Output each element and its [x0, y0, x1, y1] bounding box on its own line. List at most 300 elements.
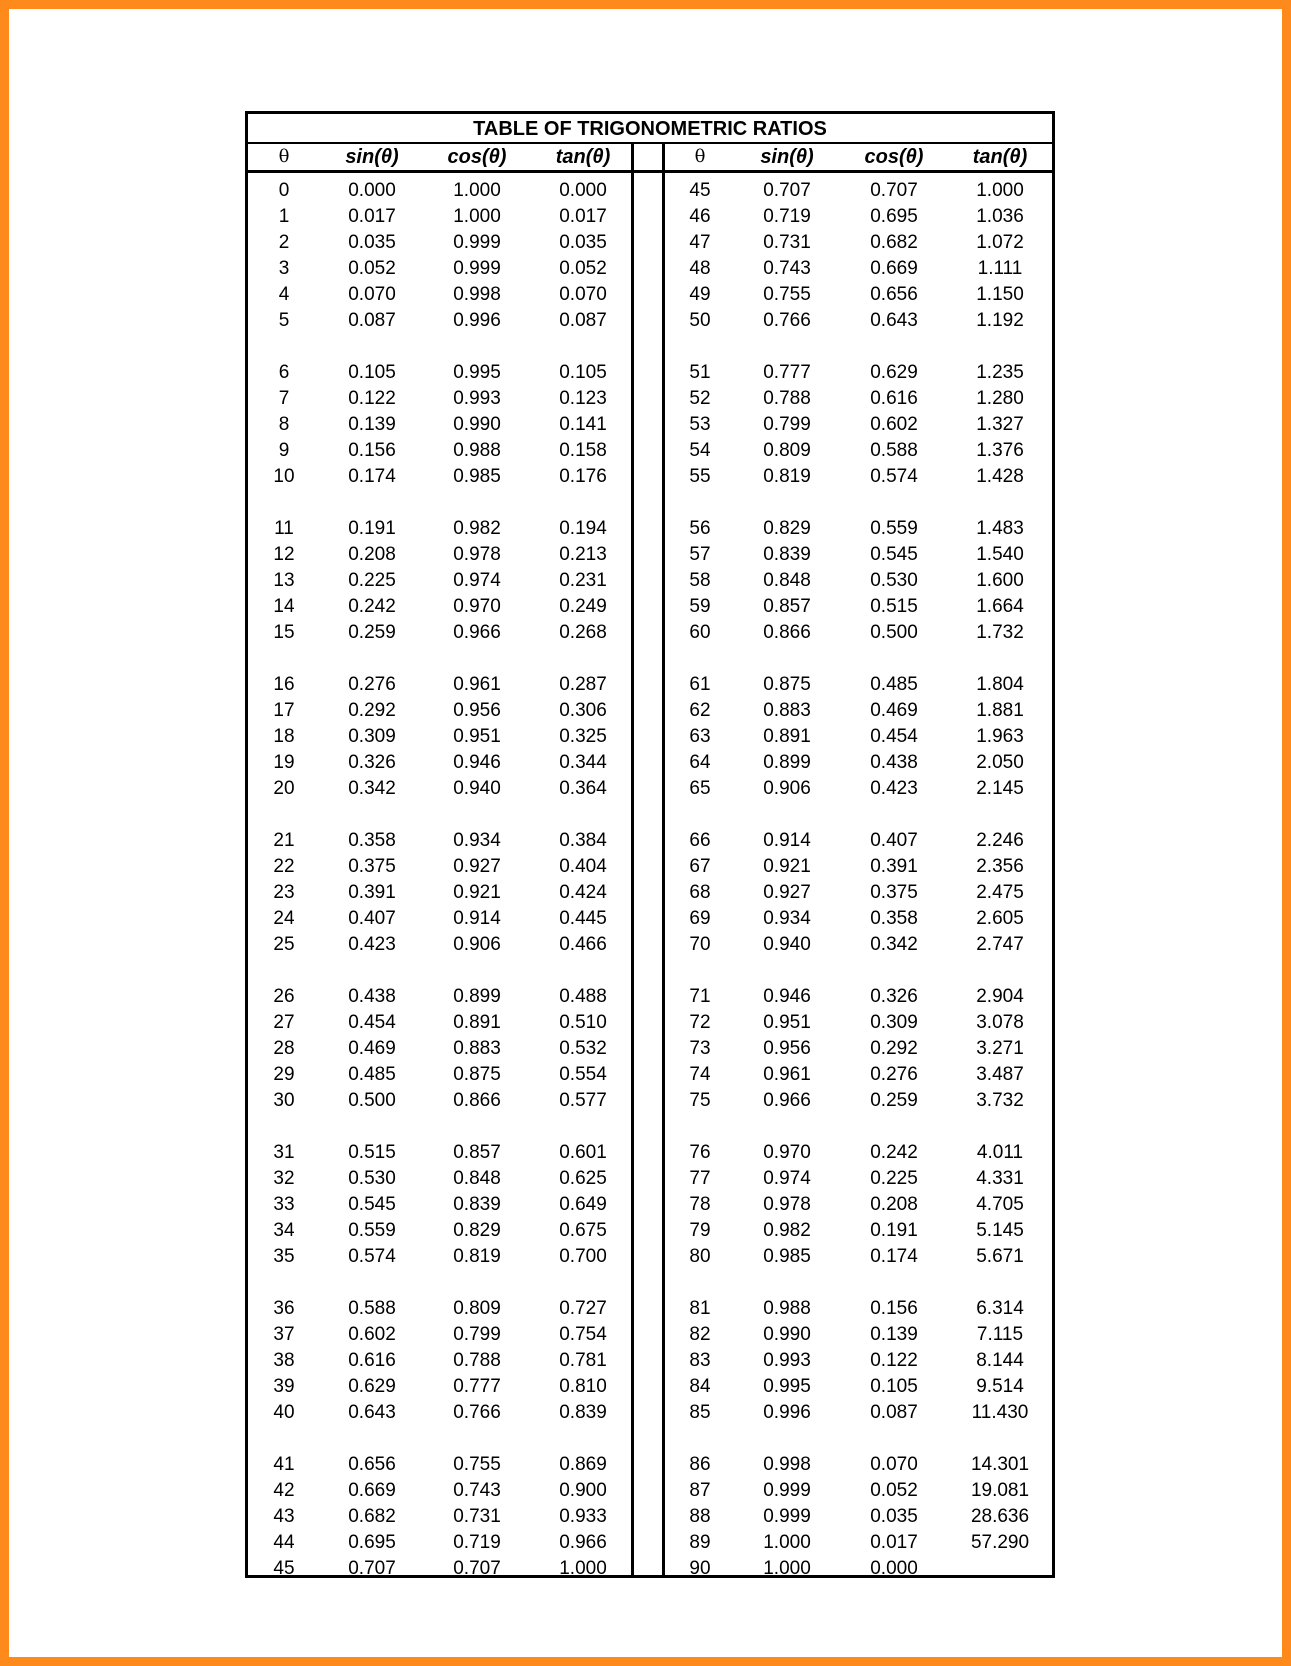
tan-cell: 2.246 [976, 830, 1024, 851]
table-row [248, 1244, 635, 1270]
theta-cell: 18 [273, 726, 295, 747]
table-row [248, 516, 635, 542]
tan-cell: 0.727 [559, 1298, 607, 1319]
cos-cell: 0.799 [453, 1324, 501, 1345]
tan-cell: 57.290 [970, 1532, 1030, 1553]
sin-cell: 0.105 [348, 362, 396, 383]
table-row [665, 230, 1052, 256]
table-row [665, 906, 1052, 932]
cos-cell: 0.276 [870, 1064, 918, 1085]
sin-cell: 0.985 [763, 1246, 811, 1267]
table-row [248, 386, 635, 412]
theta-cell: 9 [278, 440, 290, 461]
table-row [665, 1400, 1052, 1426]
cos-cell: 0.656 [870, 284, 918, 305]
sin-cell: 1.000 [763, 1558, 811, 1579]
tan-cell: 0.404 [559, 856, 607, 877]
cos-cell: 0.208 [870, 1194, 918, 1215]
tan-cell: 6.314 [976, 1298, 1024, 1319]
table-row [665, 672, 1052, 698]
sin-cell: 0.731 [763, 232, 811, 253]
theta-cell: 22 [273, 856, 295, 877]
cos-cell: 0.777 [453, 1376, 501, 1397]
theta-cell: 88 [689, 1506, 711, 1527]
tan-cell: 1.881 [976, 700, 1024, 721]
cos-cell: 0.999 [453, 258, 501, 279]
theta-cell: 3 [278, 258, 290, 279]
table-row [665, 880, 1052, 906]
table-row [665, 594, 1052, 620]
theta-cell: 36 [273, 1298, 295, 1319]
sin-cell: 0.799 [763, 414, 811, 435]
sin-cell: 0.956 [763, 1038, 811, 1059]
theta-cell: 35 [273, 1246, 295, 1267]
theta-cell: 44 [273, 1532, 295, 1553]
sin-cell: 0.326 [348, 752, 396, 773]
sin-cell: 0.139 [348, 414, 396, 435]
tan-cell: 0.754 [559, 1324, 607, 1345]
cos-cell: 0.105 [870, 1376, 918, 1397]
sin-cell: 0.588 [348, 1298, 396, 1319]
cos-cell: 0.588 [870, 440, 918, 461]
cos-cell: 0.191 [870, 1220, 918, 1241]
tan-cell: 0.466 [559, 934, 607, 955]
theta-cell: 26 [273, 986, 295, 1007]
theta-cell: 27 [273, 1012, 295, 1033]
sin-cell: 0.927 [763, 882, 811, 903]
sin-cell: 0.574 [348, 1246, 396, 1267]
cos-cell: 0.927 [453, 856, 501, 877]
theta-cell: 24 [273, 908, 295, 929]
theta-cell: 25 [273, 934, 295, 955]
cos-cell: 0.809 [453, 1298, 501, 1319]
table-row [665, 1192, 1052, 1218]
table-row [665, 1348, 1052, 1374]
tan-cell: 3.732 [976, 1090, 1024, 1111]
theta-cell: 40 [273, 1402, 295, 1423]
cos-cell: 0.875 [453, 1064, 501, 1085]
sin-cell: 0.934 [763, 908, 811, 929]
table-row [665, 178, 1052, 204]
theta-cell: 63 [689, 726, 711, 747]
sin-cell: 0.707 [763, 180, 811, 201]
sin-cell: 0.643 [348, 1402, 396, 1423]
table-row [248, 542, 635, 568]
sin-cell: 0.719 [763, 206, 811, 227]
cos-cell: 0.819 [453, 1246, 501, 1267]
theta-cell: 12 [273, 544, 295, 565]
theta-cell: 29 [273, 1064, 295, 1085]
table-row [665, 1374, 1052, 1400]
cos-cell: 0.998 [453, 284, 501, 305]
table-row [248, 1088, 635, 1114]
cos-cell: 0.225 [870, 1168, 918, 1189]
cos-cell: 0.755 [453, 1454, 501, 1475]
tan-cell: 1.664 [976, 596, 1024, 617]
table-row [665, 1452, 1052, 1478]
tan-cell: 3.487 [976, 1064, 1024, 1085]
theta-cell: 74 [689, 1064, 711, 1085]
tan-cell: 8.144 [976, 1350, 1024, 1371]
cos-cell: 0.052 [870, 1480, 918, 1501]
table-row [665, 256, 1052, 282]
cos-cell: 0.966 [453, 622, 501, 643]
cos-cell: 0.961 [453, 674, 501, 695]
sin-cell: 0.035 [348, 232, 396, 253]
tan-cell: 0.900 [559, 1480, 607, 1501]
table-row [665, 282, 1052, 308]
tan-cell: 0.649 [559, 1194, 607, 1215]
sin-cell: 0.309 [348, 726, 396, 747]
table-row [248, 776, 635, 802]
theta-cell: 33 [273, 1194, 295, 1215]
table-row [665, 1062, 1052, 1088]
sin-cell: 0.921 [763, 856, 811, 877]
table-row [665, 1140, 1052, 1166]
sin-cell: 0.996 [763, 1402, 811, 1423]
tan-cell: 0.839 [559, 1402, 607, 1423]
table-row [665, 438, 1052, 464]
tan-cell: 0.249 [559, 596, 607, 617]
cos-cell: 0.883 [453, 1038, 501, 1059]
cos-cell: 0.788 [453, 1350, 501, 1371]
sin-cell: 0.978 [763, 1194, 811, 1215]
tan-cell: 1.192 [976, 310, 1024, 331]
tan-cell: 2.050 [976, 752, 1024, 773]
sin-cell: 0.966 [763, 1090, 811, 1111]
tan-cell: 1.540 [976, 544, 1024, 565]
cos-cell: 0.469 [870, 700, 918, 721]
sin-cell: 0.191 [348, 518, 396, 539]
cos-cell: 0.259 [870, 1090, 918, 1111]
sin-cell: 0.755 [763, 284, 811, 305]
sin-cell: 0.829 [763, 518, 811, 539]
cos-cell: 0.122 [870, 1350, 918, 1371]
table-row [248, 1140, 635, 1166]
table-row [665, 412, 1052, 438]
theta-cell: 53 [689, 414, 711, 435]
cos-cell: 0.515 [870, 596, 918, 617]
table-row [665, 932, 1052, 958]
theta-cell: 14 [273, 596, 295, 617]
sin-cell: 0.883 [763, 700, 811, 721]
tan-cell: 0.869 [559, 1454, 607, 1475]
theta-cell: 55 [689, 466, 711, 487]
theta-cell: 34 [273, 1220, 295, 1241]
tan-cell: 0.966 [559, 1532, 607, 1553]
tan-cell: 14.301 [970, 1454, 1030, 1475]
theta-cell: 6 [278, 362, 290, 383]
tan-cell: 9.514 [976, 1376, 1024, 1397]
theta-cell: 52 [689, 388, 711, 409]
theta-cell: 7 [278, 388, 290, 409]
sin-cell: 0.866 [763, 622, 811, 643]
cos-cell: 0.342 [870, 934, 918, 955]
cos-cell: 0.731 [453, 1506, 501, 1527]
tan-cell: 5.145 [976, 1220, 1024, 1241]
sin-cell: 0.276 [348, 674, 396, 695]
sin-cell: 1.000 [763, 1532, 811, 1553]
tan-cell: 0.000 [559, 180, 607, 201]
theta-cell: 86 [689, 1454, 711, 1475]
tan-cell: 0.625 [559, 1168, 607, 1189]
table-row [248, 568, 635, 594]
table-row [665, 620, 1052, 646]
theta-cell: 81 [689, 1298, 711, 1319]
theta-cell: 46 [689, 206, 711, 227]
cos-cell: 0.545 [870, 544, 918, 565]
theta-cell: 75 [689, 1090, 711, 1111]
table-row [248, 932, 635, 958]
theta-cell: 59 [689, 596, 711, 617]
table-row [248, 594, 635, 620]
tan-cell: 0.306 [559, 700, 607, 721]
theta-cell: 8 [278, 414, 290, 435]
theta-cell: 64 [689, 752, 711, 773]
cos-cell: 0.990 [453, 414, 501, 435]
table-row [248, 204, 635, 230]
tan-cell: 1.376 [976, 440, 1024, 461]
cos-cell: 0.682 [870, 232, 918, 253]
table-row [665, 1504, 1052, 1530]
tan-cell: 0.675 [559, 1220, 607, 1241]
cos-cell: 0.857 [453, 1142, 501, 1163]
theta-cell: 2 [278, 232, 290, 253]
sin-cell: 0.993 [763, 1350, 811, 1371]
tan-cell: 5.671 [976, 1246, 1024, 1267]
table-row [248, 1556, 635, 1582]
sin-cell: 0.454 [348, 1012, 396, 1033]
sin-cell: 0.974 [763, 1168, 811, 1189]
sin-cell: 0.375 [348, 856, 396, 877]
sin-cell: 0.545 [348, 1194, 396, 1215]
tan-cell: 2.356 [976, 856, 1024, 877]
sin-cell: 0.052 [348, 258, 396, 279]
theta-cell: 39 [273, 1376, 295, 1397]
sin-cell: 0.438 [348, 986, 396, 1007]
sin-cell: 0.946 [763, 986, 811, 1007]
theta-cell: 62 [689, 700, 711, 721]
theta-cell: 0 [278, 180, 290, 201]
tan-cell: 1.327 [976, 414, 1024, 435]
header-tan: tan(θ) [972, 146, 1028, 168]
table-row [248, 698, 635, 724]
theta-cell: 30 [273, 1090, 295, 1111]
sin-cell: 0.788 [763, 388, 811, 409]
cos-cell: 0.602 [870, 414, 918, 435]
tan-cell: 0.445 [559, 908, 607, 929]
theta-cell: 54 [689, 440, 711, 461]
sin-cell: 0.951 [763, 1012, 811, 1033]
tan-cell: 4.331 [976, 1168, 1024, 1189]
table-row [665, 828, 1052, 854]
tan-cell: 0.213 [559, 544, 607, 565]
table-row [248, 620, 635, 646]
header-theta: θ [278, 146, 290, 167]
cos-cell: 0.174 [870, 1246, 918, 1267]
tan-cell: 0.781 [559, 1350, 607, 1371]
theta-cell: 79 [689, 1220, 711, 1241]
sin-cell: 0.777 [763, 362, 811, 383]
sin-cell: 0.500 [348, 1090, 396, 1111]
tan-cell: 0.123 [559, 388, 607, 409]
tan-cell: 1.804 [976, 674, 1024, 695]
table-row [665, 698, 1052, 724]
tan-cell: 1.732 [976, 622, 1024, 643]
sin-cell: 0.616 [348, 1350, 396, 1371]
tan-cell: 0.700 [559, 1246, 607, 1267]
table-row [665, 1244, 1052, 1270]
header-sin: sin(θ) [345, 146, 399, 168]
tan-cell: 0.384 [559, 830, 607, 851]
theta-cell: 89 [689, 1532, 711, 1553]
cos-cell: 0.643 [870, 310, 918, 331]
sin-cell: 0.999 [763, 1480, 811, 1501]
tan-cell: 0.035 [559, 232, 607, 253]
cos-cell: 0.839 [453, 1194, 501, 1215]
tan-cell: 0.017 [559, 206, 607, 227]
table-row [248, 1504, 635, 1530]
table-row [248, 1374, 635, 1400]
table-row [665, 984, 1052, 1010]
tan-cell: 0.364 [559, 778, 607, 799]
cos-cell: 0.978 [453, 544, 501, 565]
tan-cell: 3.271 [976, 1038, 1024, 1059]
theta-cell: 72 [689, 1012, 711, 1033]
sin-cell: 0.174 [348, 466, 396, 487]
tan-cell: 1.111 [977, 258, 1023, 279]
table-row [248, 360, 635, 386]
sin-cell: 0.809 [763, 440, 811, 461]
cos-cell: 0.719 [453, 1532, 501, 1553]
sin-cell: 0.848 [763, 570, 811, 591]
cos-cell: 0.906 [453, 934, 501, 955]
cos-cell: 0.951 [453, 726, 501, 747]
sin-cell: 0.707 [348, 1558, 396, 1579]
theta-cell: 50 [689, 310, 711, 331]
sin-cell: 0.530 [348, 1168, 396, 1189]
sin-cell: 0.982 [763, 1220, 811, 1241]
cos-cell: 0.156 [870, 1298, 918, 1319]
sin-cell: 0.087 [348, 310, 396, 331]
theta-cell: 66 [689, 830, 711, 851]
table-row [248, 464, 635, 490]
cos-cell: 0.946 [453, 752, 501, 773]
theta-cell: 15 [273, 622, 295, 643]
header-theta: θ [694, 146, 706, 167]
header-cos: cos(θ) [864, 146, 924, 168]
cos-cell: 0.974 [453, 570, 501, 591]
tan-cell: 0.287 [559, 674, 607, 695]
cos-cell: 0.669 [870, 258, 918, 279]
trig-table [245, 111, 1055, 1578]
table-row [248, 1400, 635, 1426]
theta-cell: 49 [689, 284, 711, 305]
cos-cell: 0.829 [453, 1220, 501, 1241]
sin-cell: 0.682 [348, 1506, 396, 1527]
cos-cell: 0.993 [453, 388, 501, 409]
tan-cell: 0.070 [559, 284, 607, 305]
tan-cell: 1.428 [976, 466, 1024, 487]
theta-cell: 17 [273, 700, 295, 721]
sin-cell: 0.819 [763, 466, 811, 487]
cos-cell: 0.242 [870, 1142, 918, 1163]
theta-cell: 10 [273, 466, 295, 487]
cos-cell: 0.695 [870, 206, 918, 227]
sin-cell: 0.407 [348, 908, 396, 929]
cos-cell: 0.766 [453, 1402, 501, 1423]
cos-cell: 0.438 [870, 752, 918, 773]
tan-cell: 4.705 [976, 1194, 1024, 1215]
tan-cell: 1.000 [559, 1558, 607, 1579]
theta-cell: 43 [273, 1506, 295, 1527]
cos-cell: 0.988 [453, 440, 501, 461]
sin-cell: 0.242 [348, 596, 396, 617]
tan-cell: 2.747 [976, 934, 1024, 955]
tan-cell: 7.115 [976, 1324, 1024, 1345]
cos-cell: 0.292 [870, 1038, 918, 1059]
theta-cell: 84 [689, 1376, 711, 1397]
cos-cell: 0.530 [870, 570, 918, 591]
theta-cell: 41 [273, 1454, 295, 1475]
theta-cell: 45 [689, 180, 711, 201]
cos-cell: 0.940 [453, 778, 501, 799]
tan-cell: 0.424 [559, 882, 607, 903]
theta-cell: 77 [689, 1168, 711, 1189]
table-row [665, 724, 1052, 750]
sin-cell: 0.995 [763, 1376, 811, 1397]
table-row [248, 984, 635, 1010]
theta-cell: 28 [273, 1038, 295, 1059]
theta-cell: 48 [689, 258, 711, 279]
sin-cell: 0.940 [763, 934, 811, 955]
tan-cell: 28.636 [970, 1506, 1030, 1527]
table-row [665, 464, 1052, 490]
theta-cell: 56 [689, 518, 711, 539]
tan-cell: 19.081 [970, 1480, 1030, 1501]
theta-cell: 19 [273, 752, 295, 773]
tan-cell: 0.933 [559, 1506, 607, 1527]
tan-cell: 0.325 [559, 726, 607, 747]
sin-cell: 0.485 [348, 1064, 396, 1085]
theta-cell: 4 [278, 284, 290, 305]
sin-cell: 0.017 [348, 206, 396, 227]
theta-cell: 23 [273, 882, 295, 903]
sin-cell: 0.156 [348, 440, 396, 461]
cos-cell: 0.326 [870, 986, 918, 1007]
table-row [665, 542, 1052, 568]
sin-cell: 0.292 [348, 700, 396, 721]
tan-cell: 1.150 [976, 284, 1024, 305]
table-title: TABLE OF TRIGONOMETRIC RATIOS [248, 114, 1052, 144]
tan-cell: 0.344 [559, 752, 607, 773]
table-row [665, 204, 1052, 230]
sin-cell: 0.988 [763, 1298, 811, 1319]
sin-cell: 0.225 [348, 570, 396, 591]
table-row [248, 1192, 635, 1218]
sin-cell: 0.391 [348, 882, 396, 903]
cos-cell: 0.707 [453, 1558, 501, 1579]
theta-cell: 82 [689, 1324, 711, 1345]
theta-cell: 58 [689, 570, 711, 591]
cos-cell: 0.375 [870, 882, 918, 903]
table-row [248, 230, 635, 256]
sin-cell: 0.656 [348, 1454, 396, 1475]
theta-cell: 85 [689, 1402, 711, 1423]
theta-cell: 38 [273, 1350, 295, 1371]
table-row [665, 1010, 1052, 1036]
theta-cell: 21 [273, 830, 295, 851]
